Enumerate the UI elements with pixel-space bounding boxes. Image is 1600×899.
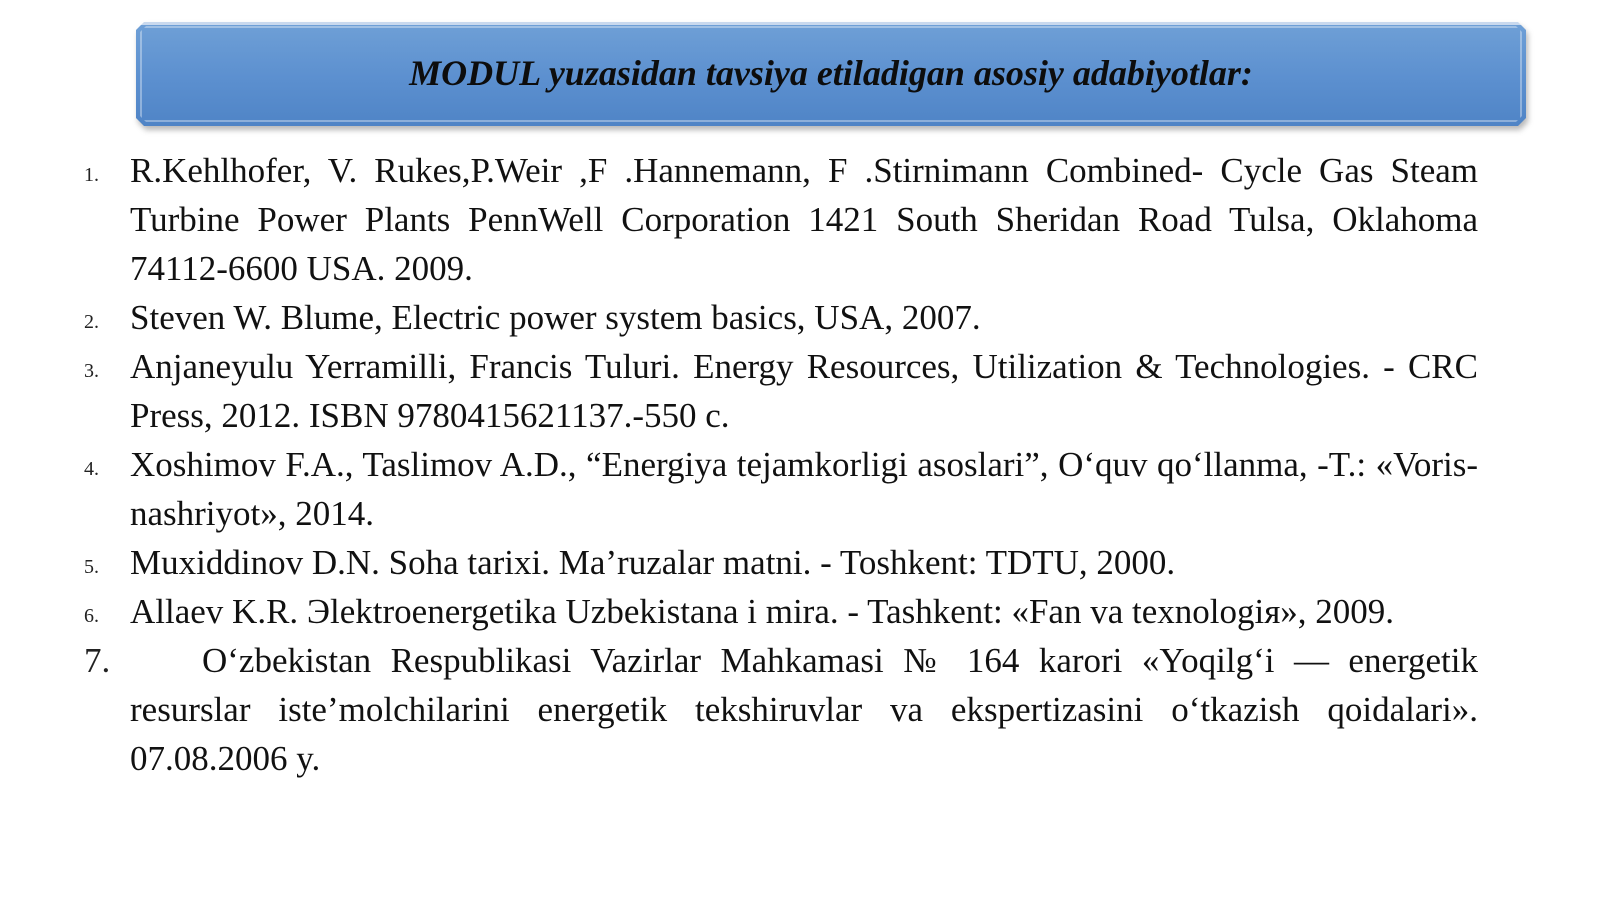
reference-item-6 bbox=[84, 587, 1478, 636]
page-title: MODUL yuzasidan tavsiya etiladigan asosiy adabiyotlar: bbox=[409, 53, 1253, 93]
reference-number: 2. bbox=[84, 311, 99, 333]
reference-item-1 bbox=[84, 146, 1478, 293]
reference-text: O‘zbekistan Respublikasi Vazirlar Mahkamasi № 164 karori «Yoqilg‘i — energetik resurslar iste’molchilarini energetik tekshiruvlar va ekspertizasini o‘tkazish qoidalari». 07.08.2006 y. bbox=[130, 641, 1478, 778]
reference-item-7 bbox=[84, 636, 1478, 783]
reference-text: Anjaneyulu Yerramilli, Francis Tuluri. Energy Resources, Utilization & Technologies. - CRC Press, 2012. ISBN 9780415621137.-550 c. bbox=[130, 347, 1478, 435]
title-banner bbox=[136, 22, 1526, 126]
reference-number: 7. bbox=[84, 641, 111, 680]
reference-item-2 bbox=[84, 293, 1478, 342]
reference-item-5 bbox=[84, 538, 1478, 587]
reference-number: 4. bbox=[84, 458, 99, 480]
reference-text: Steven W. Blume, Electric power system basics, USA, 2007. bbox=[130, 298, 981, 337]
reference-number: 3. bbox=[84, 360, 99, 382]
reference-item-3 bbox=[84, 342, 1478, 440]
reference-text: R.Kehlhofer, V. Rukes,P.Weir ,F .Hannemann, F .Stirnimann Combined- Cycle Gas Steam Turbine Power Plants PennWell Corporation 1421 South Sheridan Road Tulsa, Oklahoma 74112-6600 USA. 2009. bbox=[130, 151, 1478, 288]
reference-text: Allaev K.R. Эlektroenergetika Uzbekistana i mira. - Tashkent: «Fan va texnologiя», 2009. bbox=[130, 592, 1395, 631]
reference-list bbox=[84, 146, 1478, 783]
reference-text: Muxiddinov D.N. Soha tarixi. Ma’ruzalar matni. - Toshkent: TDTU, 2000. bbox=[130, 543, 1176, 582]
reference-number: 5. bbox=[84, 556, 99, 578]
reference-number: 6. bbox=[84, 605, 99, 627]
reference-item-4 bbox=[84, 440, 1478, 538]
reference-number: 1. bbox=[84, 164, 99, 186]
reference-text: Xoshimov F.A., Taslimov A.D., “Energiya tejamkorligi asoslari”, O‘quv qo‘llanma, -T.: «Voris-nashriyot», 2014. bbox=[130, 445, 1478, 533]
